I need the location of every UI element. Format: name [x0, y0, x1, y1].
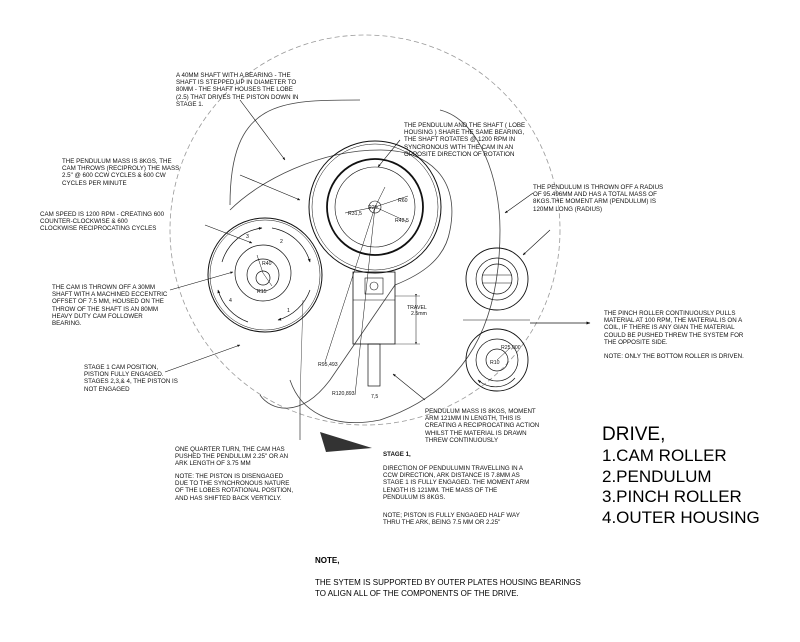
cam-label-2: 2 — [280, 239, 283, 245]
dim-r20: R20 — [368, 205, 378, 211]
pinch-roller-top — [466, 248, 528, 310]
bottom-note-text: THE SYTEM IS SUPPORTED BY OUTER PLATES HOUSING BEARINGS TO ALIGN ALL OF THE COMPONENTS OF THE DRIVE. — [315, 578, 581, 598]
dim-r95: R95,493 — [318, 362, 338, 368]
note-pinch-driven: NOTE: ONLY THE BOTTOM ROLLER IS DRIVEN. — [604, 353, 744, 360]
note-stage1-cam: STAGE 1 CAM POSITION, PISTION FULLY ENGAGED. STAGES 2,3,& 4, THE PISTON IS NOT ENGAGED — [84, 364, 178, 393]
dim-travel: TRAVEL — [407, 305, 427, 311]
note-pinch-roller: THE PINCH ROLLER CONTINUOUSLY PULLS MATERIAL AT 100 RPM, THE MATERIAL IS ON A COIL, IF THERE IS ANY GIAN THE MATERIAL COULD BE PUSHED THREW THE SYSTEM FOR THE OPPOSITE SIDE. — [604, 310, 744, 346]
note-piston-disengaged: NOTE: THE PISTON IS DISENGAGED DUE TO THE SYNCHRONOUS NATURE OF THE LOBES ROTATIONAL POSITION, AND HAS SHIFTED BACK VERTICLY. — [175, 473, 294, 502]
dim-angle: 7,5 — [371, 394, 379, 400]
drive-list — [602, 446, 760, 528]
dim-r60: R60 — [398, 198, 408, 204]
dim-r120: R120,893 — [332, 391, 355, 397]
note-stage1-body: DIRECTION OF PENDULUMIN TRAVELLING IN A CCW DIRECTION, ARK DISTANCE IS 7.8MM AS STAGE 1 IS FULLY ENGAGED. THE MOMENT ARM LENGTH IS 121MM. THE MASS OF THE PENDULUM IS 8KGS. — [383, 465, 530, 501]
drive-title: DRIVE, — [602, 424, 666, 445]
note-stage1-piston: NOTE; PISTON IS FULLY ENGAGED HALF WAY THRU THE ARK, BEING 7.5 MM OR 2.25" — [383, 512, 520, 527]
cam-label-4: 4 — [229, 298, 232, 304]
dim-r42: R42,5 — [395, 218, 409, 224]
bottom-note-heading: NOTE, — [315, 556, 340, 565]
cam-label-1: 1 — [287, 308, 290, 314]
dim-r31: R31,5 — [348, 211, 362, 217]
direction-arrow — [320, 432, 372, 452]
dim-travel-value: 2.5mm — [411, 311, 427, 317]
note-pendulum-mass: THE PENDULUM MASS IS 8KGS, THE CAM THROWS (RECIPROLY) THE MASS 2.5" @ 600 CCW CYCLES & 600 CW CYCLES PER MINUTE — [62, 158, 180, 187]
drive-item-outer-housing: 4.OUTER HOUSING — [602, 507, 760, 527]
drive-item-cam-roller: 1.CAM ROLLER — [602, 446, 727, 465]
dim-pr-r: R25,000 — [501, 345, 521, 351]
drive-item-pendulum: 2.PENDULUM — [602, 466, 712, 486]
note-stage1-title: STAGE 1, — [383, 451, 411, 458]
dim-r40: R40 — [262, 261, 272, 267]
note-pendulum-radius: THE PENDULUM IS THROWN OFF A RADIUS OF 95.496MM AND HAS A TOTAL MASS OF 8KGS.THE MOMENT ARM (PENDULUM) IS 120MM LONG (RADIUS) — [533, 184, 664, 213]
drive-item-pinch-roller: 3.PINCH ROLLER — [602, 487, 742, 506]
note-cam-thrown: THE CAM IS THROWN OFF A 30MM SHAFT WITH A MACHINED ECCENTRIC OFFSET OF 7.5 MM, HOUSED ON THE THROW OF THE SHAFT IS AN 80MM HEAVY DUTY CAM FOLLOWER BEARING. — [52, 284, 168, 328]
dim-r15: R15 — [257, 289, 267, 295]
note-pendulum-mass-2: PENDULUM MASS IS 8KGS, MOMENT ARM 121MM IN LENGTH, THIS IS CREATING A RECIPROCATING ACTION WHILST THE MATERIAL IS DRAWN THREW CONTINUOUSLY — [425, 408, 540, 444]
note-cam-speed: CAM SPEED IS 1200 RPM - CREATING 600 COUNTER-CLOCKWISE & 600 CLOCKWISE RECIPROCATING CYCLES — [40, 211, 165, 233]
cam-label-3: 3 — [246, 234, 249, 240]
dim-pr-r10: R10 — [490, 360, 500, 366]
note-shaft: A 40MM SHAFT WITH A BEARING - THE SHAFT IS STEPPED UP IN DIAMETER TO 80MM - THE SHAFT HOUSES THE LOBE (2.5) THAT DRIVES THE PISTON DOWN IN STAGE 1. — [176, 72, 299, 108]
note-quarter-turn: ONE QUARTER TURN, THE CAM HAS PUSHED THE PENDULUM 2.25" OR AN ARK LENGTH OF 3.75 MM — [175, 446, 289, 468]
cam-roller — [208, 218, 322, 332]
pendulum-shaft — [309, 141, 441, 395]
note-pendulum-shaft: THE PENDULUM AND THE SHAFT ( LOBE HOUSING ) SHARE THE SAME BEARING, THE SHAFT ROTATES @ 1200 RPM IN SYNCRONOUS WITH THE CAM IN AN OPPOSITE DIRECTION OF ROTATION — [404, 122, 526, 158]
